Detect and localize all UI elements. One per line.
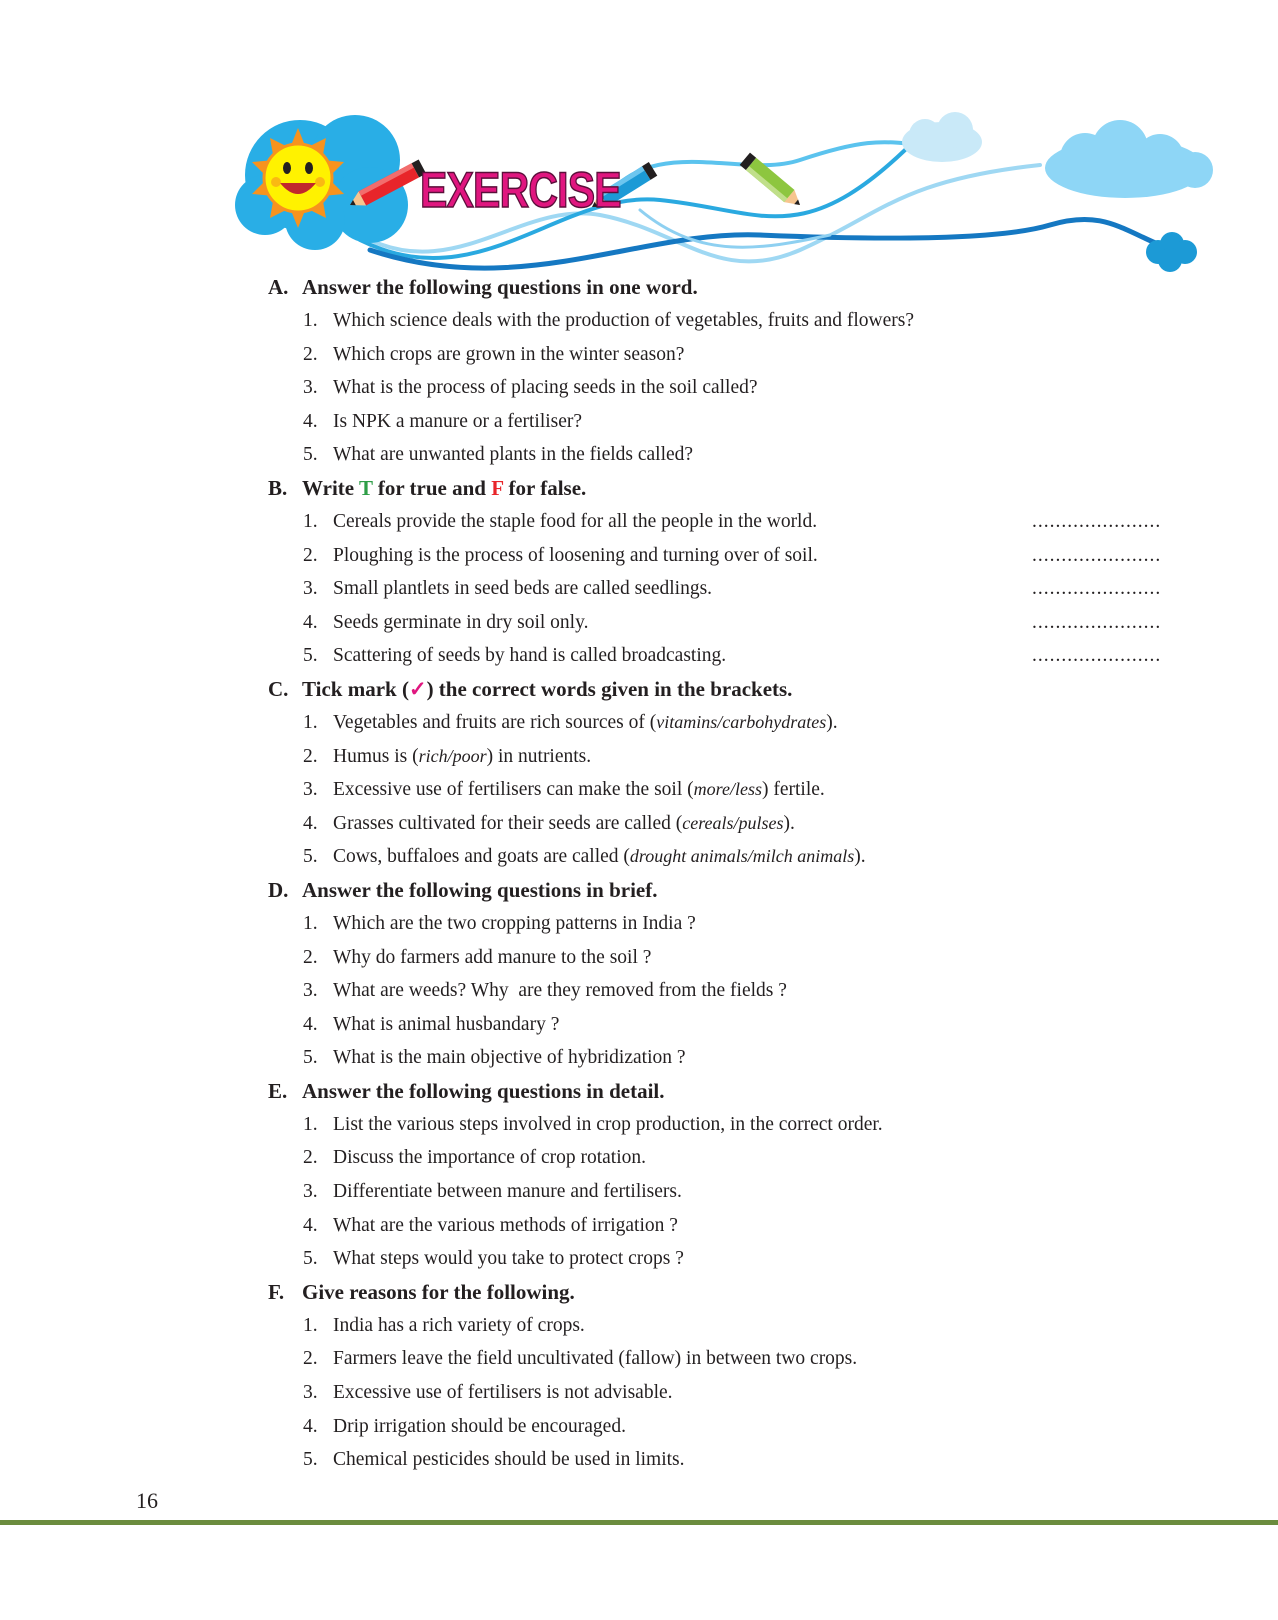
section-letter: B. [268,475,288,500]
section-title [302,673,792,706]
question-number: 1. [303,912,318,934]
choice-number: 5. [303,846,318,868]
question-number: 3. [303,377,318,399]
question-item [0,371,1278,405]
section-heading [0,472,1278,505]
statement-text: Scattering of seeds by hand is called broadcasting. [333,645,727,667]
section-letter: E. [268,1078,288,1103]
title-part: ) the correct words given in the brackets. [426,676,793,701]
question-text: Chemical pesticides should be used in limits. [333,1449,685,1471]
question-text: Why do farmers add manure to the soil ? [333,946,652,968]
choice-item [0,773,1278,807]
statement-number: 1. [303,510,318,532]
question-text: Which are the two cropping patterns in India ? [333,912,696,934]
section-heading [0,673,1278,706]
section-f [0,1276,1278,1477]
question-number: 2. [303,1348,318,1370]
section-title: Give reasons for the following. [302,1279,575,1304]
question-number: 1. [303,310,318,331]
question-text: Which crops are grown in the winter season? [333,343,685,365]
section-letter: F. [268,1279,285,1304]
section-heading [0,1276,1278,1309]
choice-item [0,740,1278,774]
choice-before: Excessive use of fertilisers can make the soil ( [333,779,694,801]
choice-options[interactable]: more/less [693,779,762,800]
question-item [0,1008,1278,1042]
statement-item [0,606,1278,640]
banner-artwork [0,0,1278,290]
question-number: 5. [303,1449,318,1471]
question-text: India has a rich variety of crops. [333,1314,585,1336]
choice-after: ). [826,711,838,733]
choice-after: ) fertile. [761,779,825,801]
question-text: What is the main objective of hybridization ? [333,1047,686,1069]
true-letter: T [358,475,373,500]
choice-item [0,840,1278,874]
choice-before: Grasses cultivated for their seeds are called ( [333,812,683,834]
choice-text [333,840,866,874]
question-item [0,1041,1278,1075]
choice-number: 3. [303,779,318,801]
title-part: Write [302,475,359,500]
section-heading [0,271,1278,304]
exercise-title: EXERCISE [420,162,621,218]
section-letter: C. [268,676,289,701]
question-number: 5. [303,1248,318,1270]
question-text: What are unwanted plants in the fields called? [333,444,694,466]
question-text: What are the various methods of irrigation ? [333,1214,678,1236]
question-item [0,1342,1278,1376]
choice-text [333,773,825,807]
question-number: 3. [303,980,318,1002]
choice-number: 2. [303,745,318,767]
question-text: What steps would you take to protect crops ? [333,1248,684,1270]
question-number: 4. [303,1415,318,1437]
question-item [0,1309,1278,1343]
question-number: 4. [303,410,318,432]
choice-text [333,807,795,841]
question-text: What is the process of placing seeds in the soil called? [333,377,758,399]
title-part: for false. [503,475,587,500]
section-heading [0,874,1278,907]
question-item [0,1242,1278,1276]
answer-blank[interactable]: ...................... [1032,510,1162,532]
statement-item [0,639,1278,673]
question-text: Differentiate between manure and fertilisers. [333,1181,682,1203]
question-item [0,338,1278,372]
footer-rule [0,1520,1278,1525]
choice-before: Humus is ( [333,745,419,767]
choice-number: 1. [303,711,318,733]
answer-blank[interactable]: ...................... [1032,645,1162,667]
question-number: 1. [303,1113,318,1135]
answer-blank[interactable]: ...................... [1032,611,1162,633]
section-letter: A. [268,275,289,299]
title-part: Tick mark ( [302,676,409,701]
choice-item [0,706,1278,740]
statement-item [0,572,1278,606]
question-text: Is NPK a manure or a fertiliser? [333,410,583,432]
page-number: 16 [136,1488,158,1513]
statement-number: 5. [303,645,318,667]
section-title: Answer the following questions in detail. [302,1078,665,1103]
section-b [0,472,1278,673]
answer-blank[interactable]: ...................... [1032,544,1162,566]
choice-after: ). [783,812,795,834]
statement-item [0,539,1278,573]
question-item [0,907,1278,941]
question-item [0,974,1278,1008]
question-number: 5. [303,1047,318,1069]
statement-text: Cereals provide the staple food for all the people in the world. [333,510,818,532]
question-number: 2. [303,343,318,365]
statement-text: Ploughing is the process of loosening and turning over of soil. [333,544,818,566]
question-text: Excessive use of fertilisers is not advisable. [333,1382,673,1404]
question-item [0,941,1278,975]
false-letter: F [491,475,504,500]
question-item [0,1175,1278,1209]
question-number: 3. [303,1382,318,1404]
tick-mark-icon: ✓ [408,676,427,701]
question-number: 2. [303,946,318,968]
question-text: Discuss the importance of crop rotation. [333,1147,646,1169]
statement-number: 4. [303,611,318,633]
question-number: 4. [303,1214,318,1236]
answer-blank[interactable]: ...................... [1032,578,1162,600]
choice-number: 4. [303,812,318,834]
choice-options[interactable]: cereals/pulses [682,812,784,833]
title-part: for true and [372,475,492,500]
question-item [0,1108,1278,1142]
section-a [0,271,1278,472]
question-text: List the various steps involved in crop production, in the correct order. [333,1113,883,1135]
question-item [0,1141,1278,1175]
choice-after: ) in nutrients. [486,745,592,767]
question-text: What are weeds? Why are they removed from the fields ? [333,980,787,1002]
question-text: Which science deals with the production of vegetables, fruits and flowers? [333,310,915,331]
question-item [0,405,1278,439]
section-letter: D. [268,877,289,902]
question-text: What is animal husbandary ? [333,1013,560,1035]
statement-number: 3. [303,578,318,600]
choice-options[interactable]: drought animals/milch animals [629,846,855,867]
statement-number: 2. [303,544,318,566]
question-text: Drip irrigation should be encouraged. [333,1415,626,1437]
choice-options[interactable]: vitamins/carbohydrates [656,711,827,732]
cloud-tiny-icon [1146,232,1197,272]
section-title: Answer the following questions in brief. [302,877,658,902]
question-number: 5. [303,444,318,466]
question-item [0,1443,1278,1477]
choice-item [0,807,1278,841]
question-number: 3. [303,1181,318,1203]
section-d [0,874,1278,1075]
choice-options[interactable]: rich/poor [418,745,487,766]
statement-text: Small plantlets in seed beds are called seedlings. [333,578,713,600]
choice-before: Vegetables and fruits are rich sources of ( [333,711,657,733]
section-c [0,673,1278,874]
choice-after: ). [854,846,866,868]
section-title [302,472,586,505]
question-text: Farmers leave the field uncultivated (fallow) in between two crops. [333,1348,858,1370]
cloud-right-icon [1045,120,1213,198]
choice-before: Cows, buffaloes and goats are called ( [333,846,630,868]
question-item [0,1410,1278,1444]
exercise-content [0,271,1278,1477]
question-number: 4. [303,1013,318,1035]
question-number: 1. [303,1314,318,1336]
section-title: Answer the following questions in one word. [302,275,698,299]
section-heading [0,1075,1278,1108]
statement-item [0,505,1278,539]
cloud-small-pale-icon [902,112,982,162]
section-e [0,1075,1278,1276]
question-number: 2. [303,1147,318,1169]
question-item [0,1376,1278,1410]
question-item [0,1209,1278,1243]
choice-text [333,706,838,740]
choice-text [333,740,591,774]
question-item [0,438,1278,472]
statement-text: Seeds germinate in dry soil only. [333,611,589,633]
question-item [0,304,1278,338]
